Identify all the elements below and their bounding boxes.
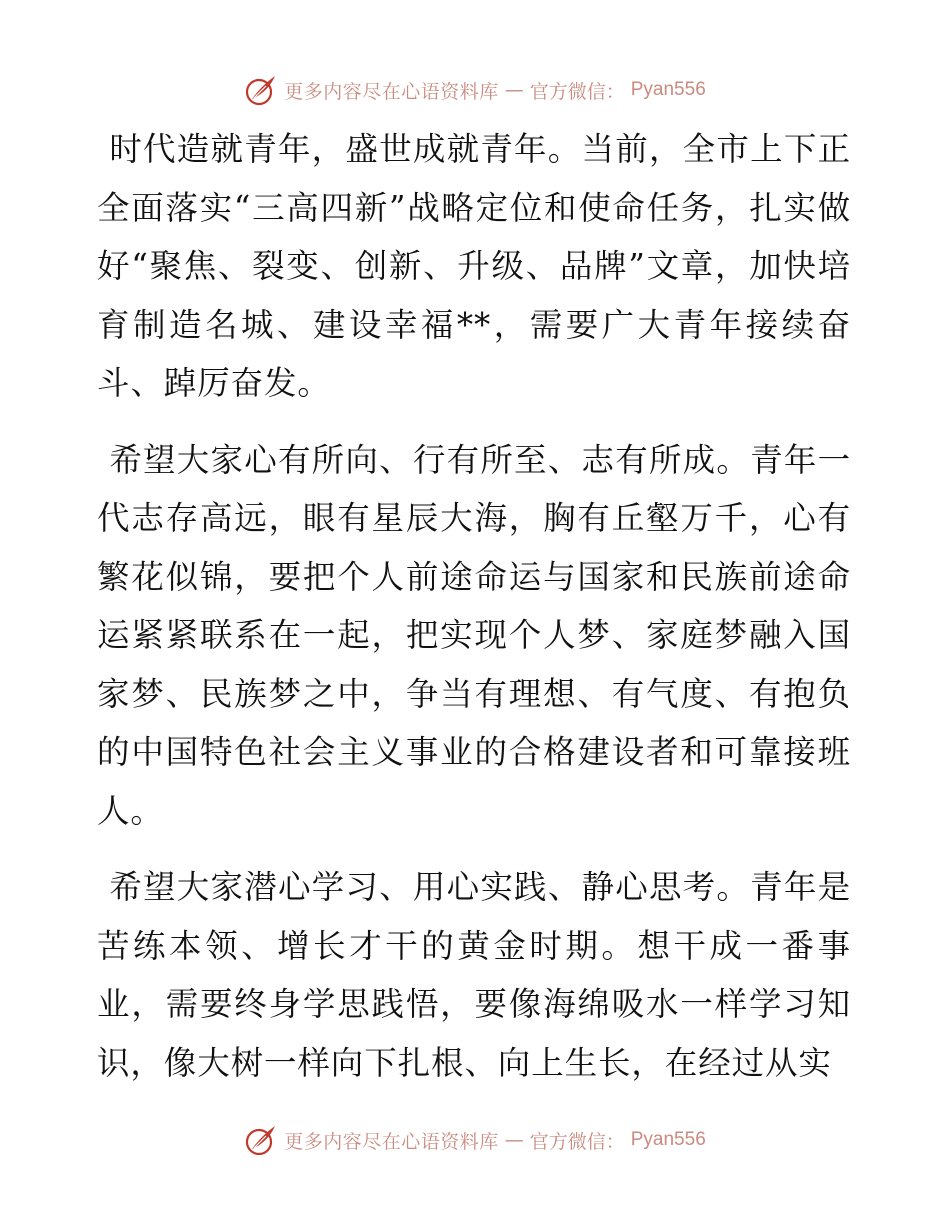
watermark-main-text: 更多内容尽在心语资料库 [284,80,499,103]
footer-watermark [0,1120,950,1160]
watermark-wechat-id: Pyan556 [630,79,706,100]
watermark-wechat-label: 官方微信： [529,1130,625,1153]
watermark-wechat-id: Pyan556 [630,1129,706,1150]
paragraph-2 [97,431,851,841]
header-watermark [0,70,950,110]
paragraph-2-text: 希望大家心有所向、行有所至、志有所成。青年一代志存高远，眼有星辰大海，胸有丘壑万千，心有繁花似锦，要把个人前途命运与国家和民族前途命运紧紧联系在一起，把实现个人梦、家庭梦融入国家梦、民族梦之中，争当有理想、有气度、有抱负的中国特色社会主义事业的合格建设者和可靠接班人。 [97,440,851,830]
watermark-separator: — [504,79,524,101]
paragraph-1-text: 时代造就青年，盛世成就青年。当前，全市上下正全面落实“三高四新”战略定位和使命任务，扎实做好“聚焦、裂变、创新、升级、品牌”文章，加快培育制造名城、建设幸福**，需要广大青年接续奋斗、踔厉奋发。 [97,130,851,402]
watermark-wechat-label: 官方微信： [529,80,625,103]
document-body [97,120,851,1110]
quill-logo-icon [244,73,278,107]
paragraph-3-text: 希望大家潜心学习、用心实践、静心思考。青年是苦练本领、增长才干的黄金时期。想干成一番事业，需要终身学思践悟，要像海绵吸水一样学习知识，像大树一样向下扎根、向上生长，在经过从实 [97,868,851,1082]
paragraph-3 [97,858,851,1092]
quill-logo-icon [244,1123,278,1157]
paragraph-1 [97,120,851,413]
watermark-main-text: 更多内容尽在心语资料库 [284,1130,499,1153]
watermark-separator: — [504,1129,524,1151]
